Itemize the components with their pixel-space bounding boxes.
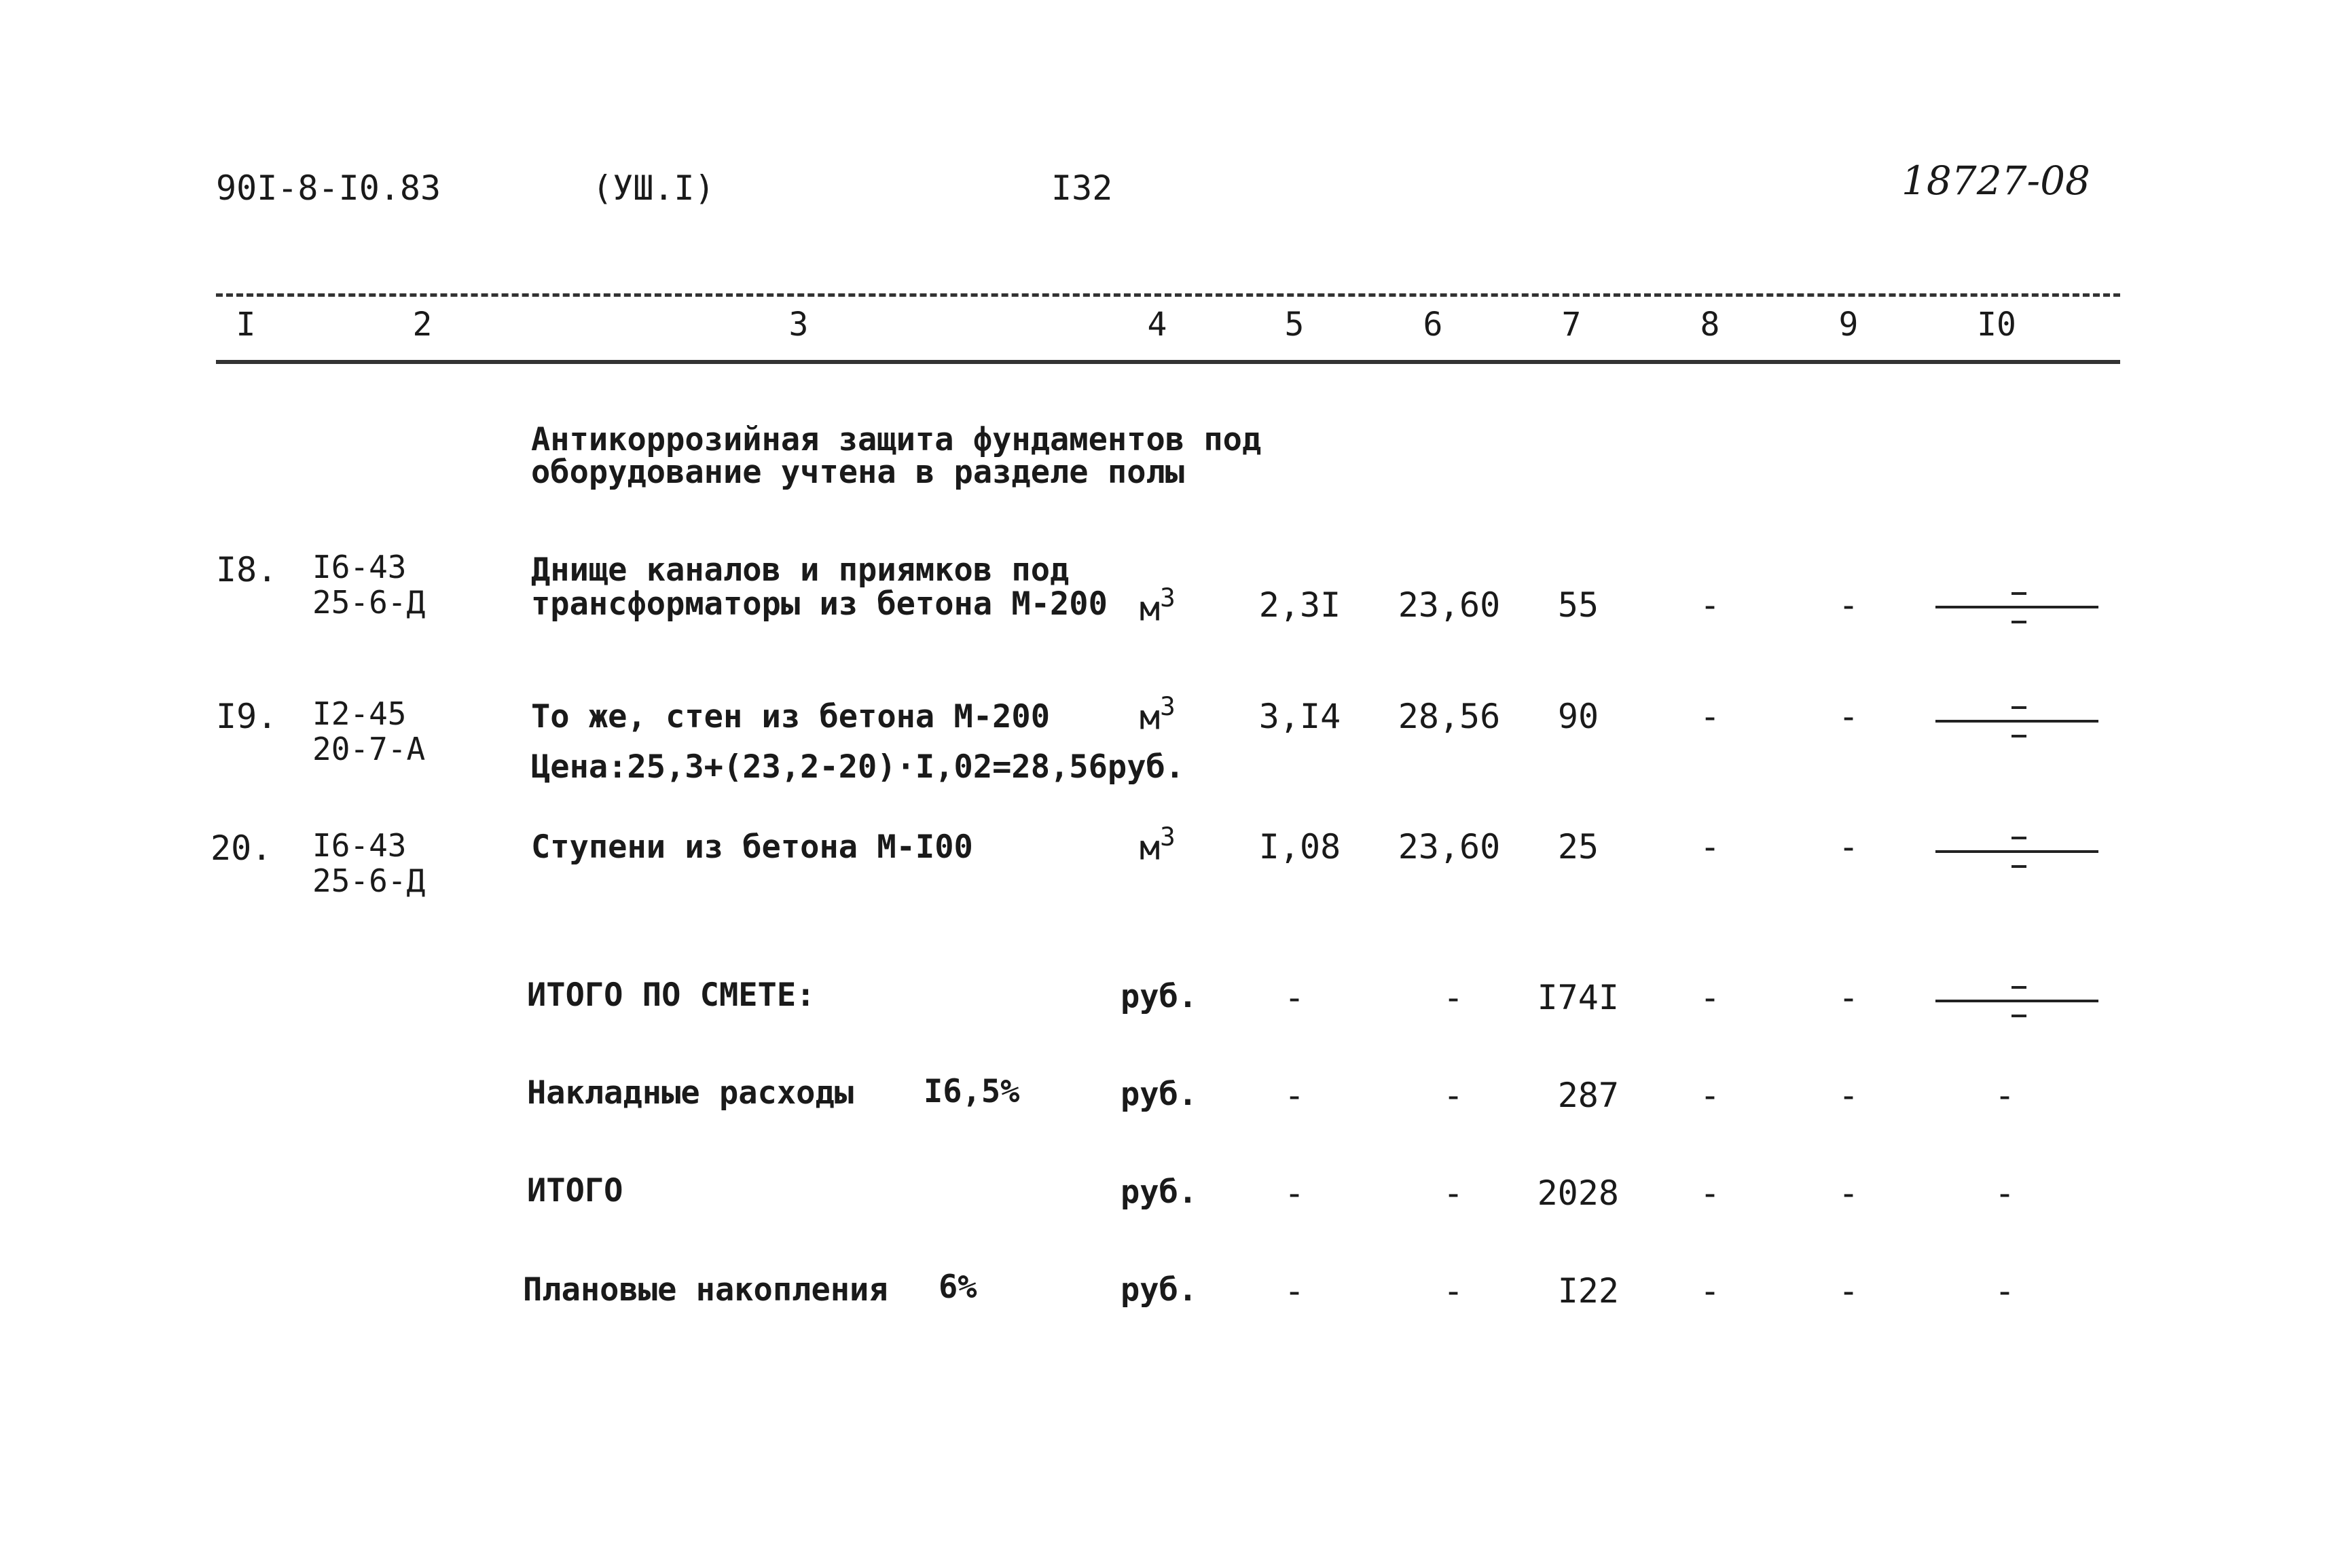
rate-subcode: 25-6-Д: [312, 584, 426, 621]
column-header-8: 8: [1700, 306, 1720, 344]
column-9-value: -: [1838, 1173, 1859, 1213]
column-header-9: 9: [1838, 306, 1859, 344]
unit-of-measure: $м^3$: [1140, 583, 1176, 629]
column-5-value: -: [1284, 978, 1305, 1017]
summary-label: ИТОГО: [527, 1172, 623, 1209]
row-number: I8.: [216, 550, 278, 589]
column-5-value: -: [1284, 1076, 1305, 1115]
ditto-mark: [1935, 833, 2098, 873]
column-5-value: -: [1284, 1173, 1305, 1213]
rate-code: I6-43: [312, 549, 407, 585]
summary-total: 2028: [1537, 1173, 1619, 1213]
work-description: То же, стен из бетона М-200: [531, 698, 1051, 735]
work-description: Ступени из бетона М-I00: [531, 828, 973, 866]
column-header-1: I: [236, 306, 256, 344]
quantity: I,08: [1258, 827, 1341, 867]
column-10-value: -: [1994, 1076, 2016, 1115]
total-cost: 25: [1557, 827, 1599, 867]
column-9-value: -: [1838, 1076, 1859, 1115]
column-9-value: -: [1838, 827, 1859, 867]
ditto-mark: [1935, 702, 2098, 743]
table-top-rule: [216, 293, 2120, 297]
summary-total: I74I: [1537, 978, 1619, 1017]
row-number: 20.: [211, 828, 272, 868]
unit-price: 23,60: [1398, 585, 1501, 625]
column-8-value: -: [1699, 697, 1721, 736]
column-6-value: -: [1442, 1076, 1464, 1115]
page-number: I32: [1051, 168, 1113, 208]
summary-percent: 6%: [939, 1269, 977, 1306]
summary-label: Накладные расходы: [527, 1074, 854, 1112]
column-header-5: 5: [1284, 306, 1305, 344]
album-number: (УШ.I): [592, 168, 715, 208]
summary-label: ИТОГО ПО СМЕТЕ:: [527, 977, 816, 1014]
column-8-value: -: [1699, 1173, 1721, 1213]
column-10-value: -: [1994, 1173, 2016, 1213]
column-9-value: -: [1838, 1271, 1859, 1311]
rate-subcode: 25-6-Д: [312, 862, 426, 899]
column-8-value: -: [1699, 1076, 1721, 1115]
column-8-value: -: [1699, 827, 1721, 867]
column-6-value: -: [1442, 1271, 1464, 1311]
summary-unit: руб.: [1121, 1076, 1198, 1113]
column-8-value: -: [1699, 978, 1721, 1017]
column-header-3: 3: [788, 306, 809, 344]
rate-code: I2-45: [312, 695, 407, 732]
note-line-1: Антикоррозийная защита фундаментов под: [531, 421, 1262, 458]
column-5-value: -: [1284, 1271, 1305, 1311]
summary-label: Плановые накопления: [523, 1271, 888, 1309]
column-9-value: -: [1838, 585, 1859, 625]
rate-subcode: 20-7-А: [312, 731, 426, 767]
column-9-value: -: [1838, 978, 1859, 1017]
column-9-value: -: [1838, 697, 1859, 736]
column-header-7: 7: [1561, 306, 1582, 344]
document-code: 90I-8-I0.83: [216, 168, 441, 208]
quantity: 3,I4: [1258, 697, 1341, 736]
column-6-value: -: [1442, 1173, 1464, 1213]
total-cost: 90: [1557, 697, 1599, 736]
summary-unit: руб.: [1121, 1271, 1198, 1309]
note-line-2: оборудование учтена в разделе полы: [531, 454, 1185, 491]
summary-total: 287: [1557, 1076, 1619, 1115]
summary-unit: руб.: [1121, 1173, 1198, 1211]
work-description-cont: трансформаторы из бетона М-200: [531, 585, 1108, 623]
price-calculation: Цена:25,3+(23,2-20)·I,02=28,56руб.: [531, 748, 1185, 786]
row-number: I9.: [216, 697, 278, 736]
ditto-mark: [1935, 588, 2098, 629]
rate-code: I6-43: [312, 827, 407, 864]
quantity: 2,3I: [1258, 585, 1341, 625]
column-header-6: 6: [1423, 306, 1443, 344]
unit-of-measure: $м^3$: [1140, 822, 1176, 868]
column-6-value: -: [1442, 978, 1464, 1017]
unit-of-measure: $м^3$: [1140, 691, 1176, 737]
column-header-4: 4: [1147, 306, 1167, 344]
summary-total: I22: [1557, 1271, 1619, 1311]
table-header-rule: [216, 360, 2120, 364]
total-cost: 55: [1557, 585, 1599, 625]
unit-price: 28,56: [1398, 697, 1501, 736]
ditto-mark: [1935, 982, 2098, 1023]
column-8-value: -: [1699, 1271, 1721, 1311]
column-header-10: I0: [1977, 306, 2016, 344]
column-10-value: -: [1994, 1271, 2016, 1311]
column-header-2: 2: [412, 306, 433, 344]
work-description: Днище каналов и приямков под: [531, 551, 1070, 589]
summary-percent: I6,5%: [924, 1073, 1020, 1110]
unit-price: 23,60: [1398, 827, 1501, 867]
column-8-value: -: [1699, 585, 1721, 625]
summary-unit: руб.: [1121, 978, 1198, 1015]
inventory-number: 18727-08: [1901, 158, 2090, 204]
